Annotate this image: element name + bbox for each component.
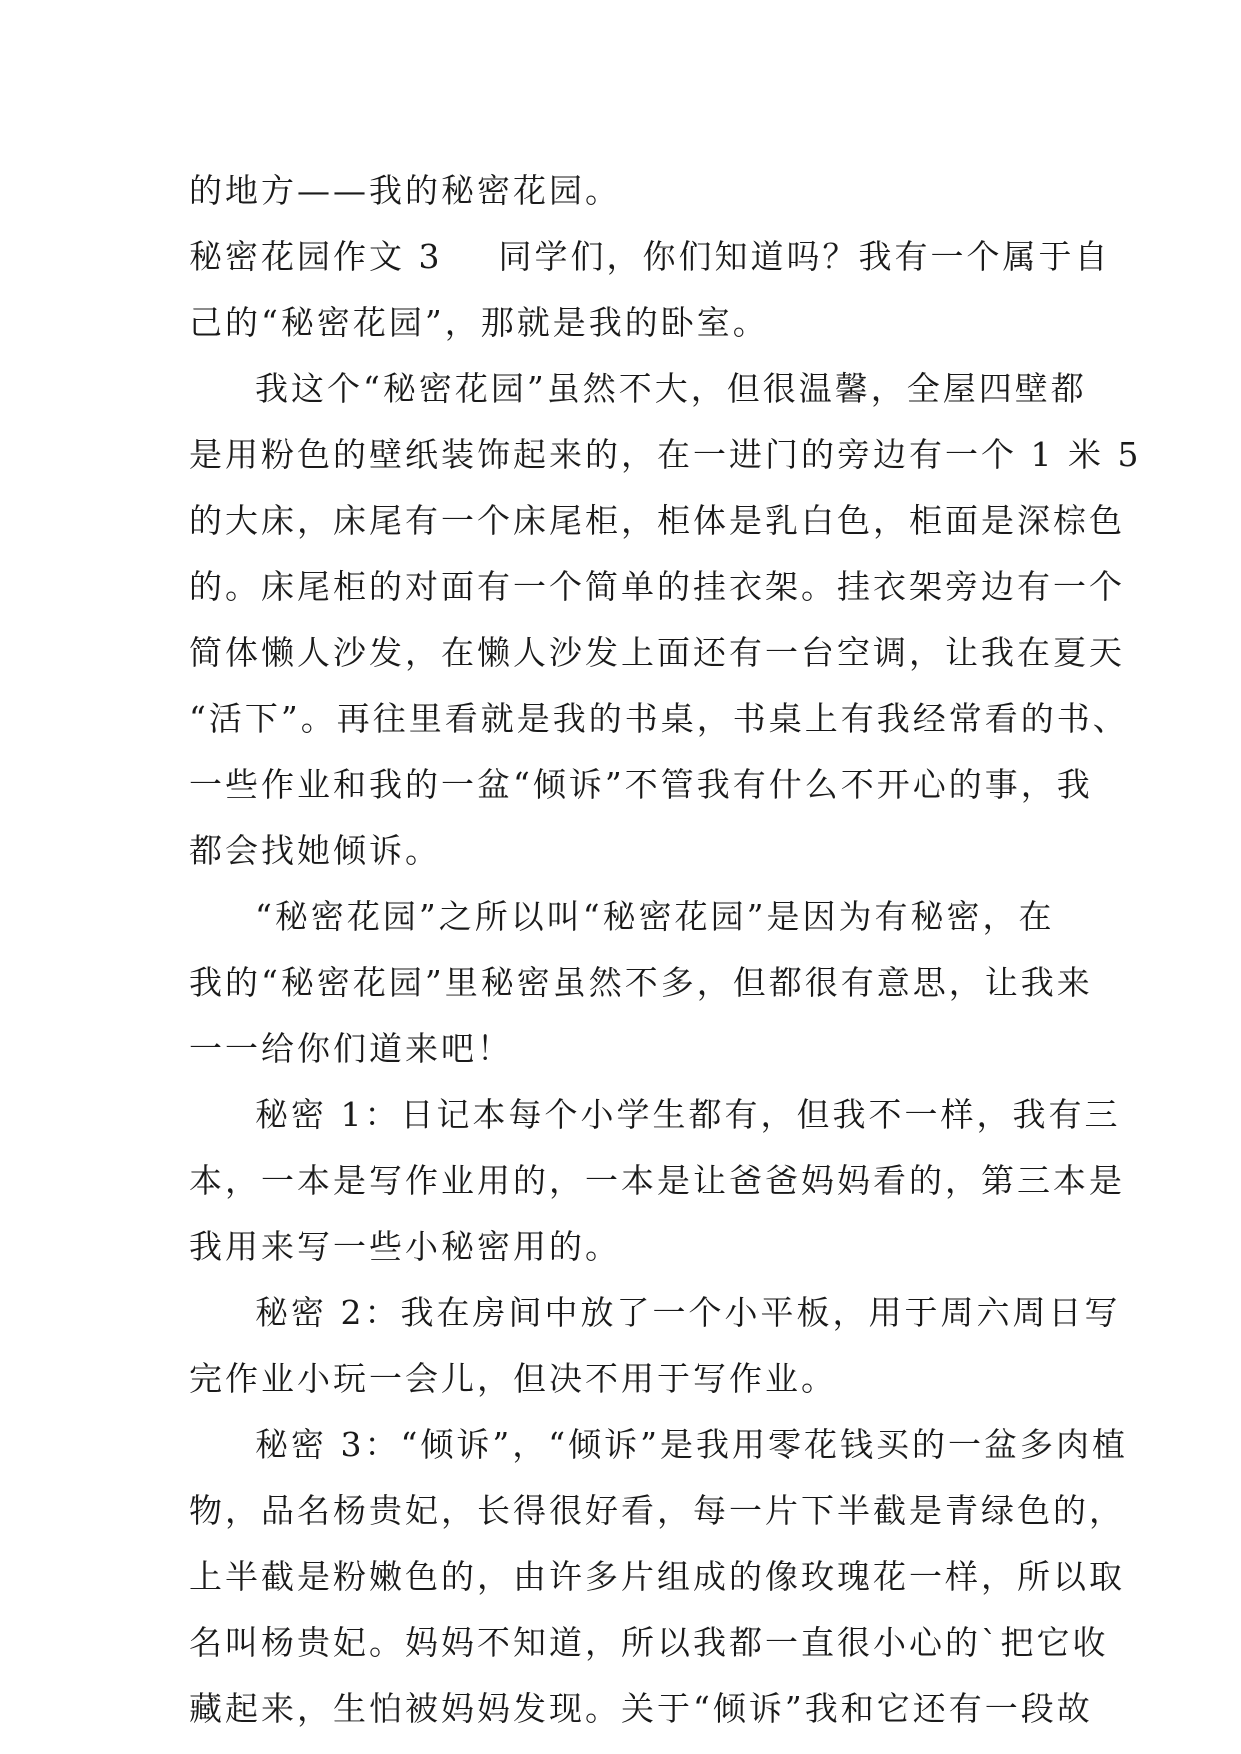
- text-line: 是用粉色的壁纸装饰起来的，在一进门的旁边有一个 1 米 5: [189, 435, 1142, 474]
- paragraph-start: “秘密花园”之所以叫“秘密花园”是因为有秘密，在: [255, 897, 1055, 936]
- text-line: 本，一本是写作业用的，一本是让爸爸妈妈看的，第三本是: [189, 1161, 1125, 1200]
- text-line: 一一给你们道来吧！: [189, 1029, 513, 1068]
- text-line: 己的“秘密花园”，那就是我的卧室。: [189, 303, 769, 342]
- text-line: 简体懒人沙发，在懒人沙发上面还有一台空调，让我在夏天: [189, 633, 1125, 672]
- text-line: 物，品名杨贵妃，长得很好看，每一片下半截是青绿色的，: [189, 1491, 1125, 1530]
- paragraph-start: 秘密 1：日记本每个小学生都有，但我不一样，我有三: [255, 1095, 1121, 1134]
- text-line: 都会找她倾诉。: [189, 831, 441, 870]
- essay-opening: 同学们，你们知道吗？我有一个属于自: [498, 237, 1111, 276]
- text-line: [189, 224, 1111, 290]
- document-page: [189, 158, 1142, 1742]
- text-line: 的。床尾柜的对面有一个简单的挂衣架。挂衣架旁边有一个: [189, 567, 1125, 606]
- text-line: 我用来写一些小秘密用的。: [189, 1227, 621, 1266]
- paragraph-start: 秘密 3：“倾诉”，“倾诉”是我用零花钱买的一盆多肉植: [255, 1425, 1128, 1464]
- text-line: 一些作业和我的一盆“倾诉”不管我有什么不开心的事，我: [189, 765, 1093, 804]
- text-line: “活下”。再往里看就是我的书桌，书桌上有我经常看的书、: [189, 699, 1129, 738]
- paragraph-start: 秘密 2：我在房间中放了一个小平板，用于周六周日写: [255, 1293, 1121, 1332]
- text-line: 藏起来，生怕被妈妈发现。关于“倾诉”我和它还有一段故: [189, 1689, 1093, 1728]
- text-line: 的大床，床尾有一个床尾柜，柜体是乳白色，柜面是深棕色: [189, 501, 1125, 540]
- text-line: 的地方——我的秘密花园。: [189, 171, 621, 210]
- text-line: 我的“秘密花园”里秘密虽然不多，但都很有意思，让我来: [189, 963, 1093, 1002]
- text-line: 完作业小玩一会儿，但决不用于写作业。: [189, 1359, 837, 1398]
- paragraph-start: 我这个“秘密花园”虽然不大，但很温馨，全屋四壁都: [255, 369, 1087, 408]
- essay-heading: 秘密花园作文 3: [189, 237, 443, 276]
- text-line: 上半截是粉嫩色的，由许多片组成的像玫瑰花一样，所以取: [189, 1557, 1125, 1596]
- text-line: 名叫杨贵妃。妈妈不知道，所以我都一直很小心的`把它收: [189, 1623, 1109, 1662]
